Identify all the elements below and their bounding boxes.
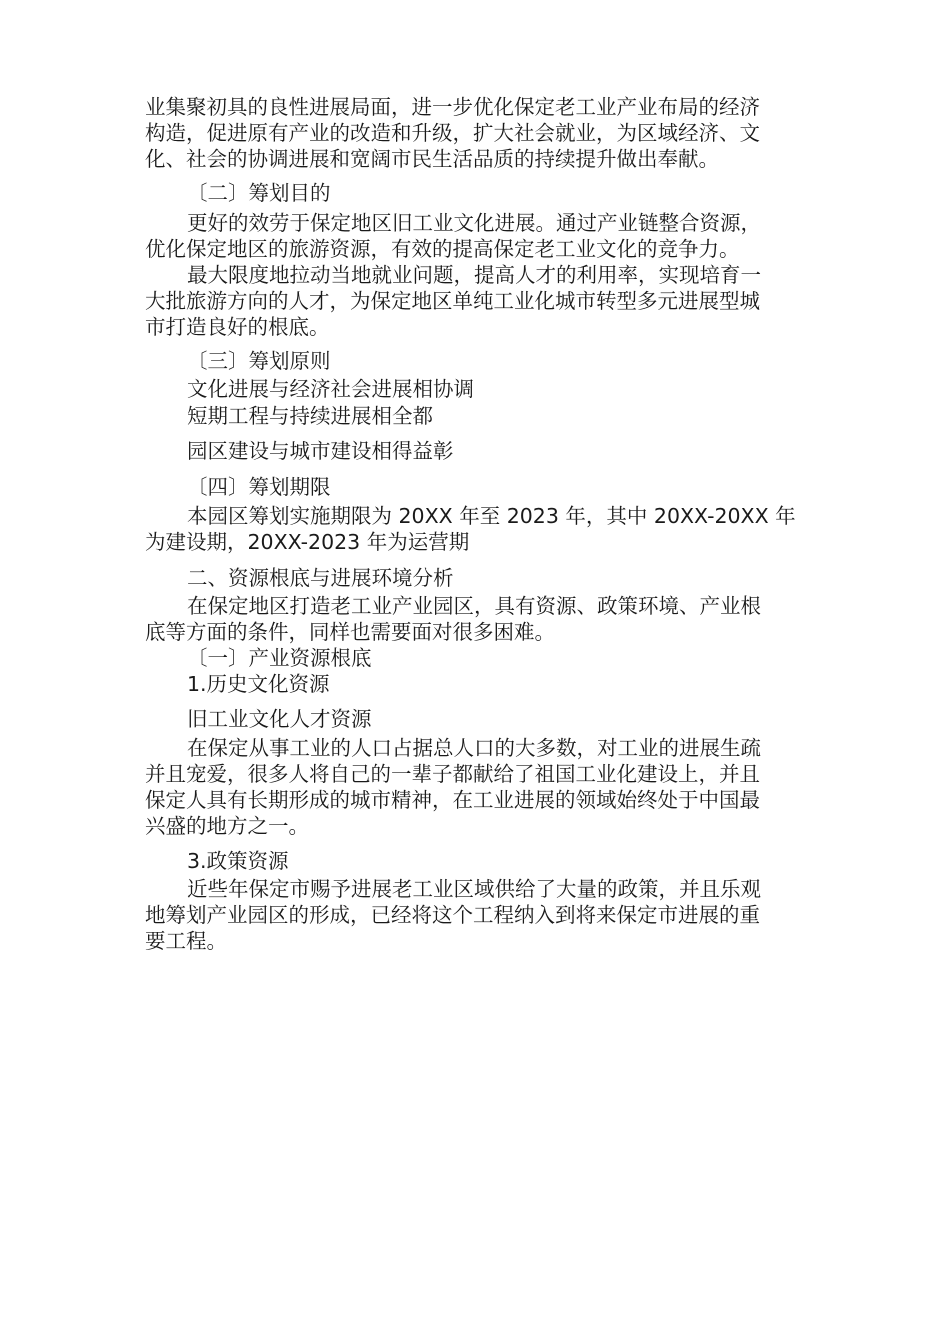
text-line: 市打造良好的根底。 [145, 315, 330, 339]
section-heading: 〔四〕筹划期限 [187, 475, 331, 499]
chapter-heading: 二、资源根底与进展环境分析 [187, 566, 454, 590]
principle-item: 短期工程与持续进展相全都 [187, 404, 433, 428]
text-line: 优化保定地区的旅游资源，有效的提高保定老工业文化的竞争力。 [145, 237, 740, 261]
text-line: 构造，促进原有产业的改造和升级，扩大社会就业，为区域经济、文 [145, 121, 760, 145]
text-line: 最大限度地拉动当地就业问题，提高人才的利用率，实现培育一 [187, 263, 761, 287]
text-line: 在保定从事工业的人口占据总人口的大多数，对工业的进展生疏 [187, 736, 761, 760]
text-line: 地筹划产业园区的形成，已经将这个工程纳入到将来保定市进展的重 [145, 903, 760, 927]
text-line: 大批旅游方向的人才，为保定地区单纯工业化城市转型多元进展型城 [145, 289, 760, 313]
subsection-heading: 旧工业文化人才资源 [187, 707, 372, 731]
text-line: 本园区筹划实施期限为 20XX 年至 2023 年，其中 20XX-20XX 年 [187, 504, 796, 528]
section-heading: 〔一〕产业资源根底 [187, 646, 372, 670]
text-line: 保定人具有长期形成的城市精神，在工业进展的领域始终处于中国最 [145, 788, 760, 812]
text-line: 为建设期，20XX-2023 年为运营期 [145, 530, 470, 554]
subsection-heading: 3.政策资源 [187, 849, 289, 873]
principle-item: 园区建设与城市建设相得益彰 [187, 439, 454, 463]
text-line: 兴盛的地方之一。 [145, 814, 309, 838]
text-line: 业集聚初具的良性进展局面，进一步优化保定老工业产业布局的经济 [145, 95, 760, 119]
section-heading: 〔三〕筹划原则 [187, 349, 331, 373]
text-line: 更好的效劳于保定地区旧工业文化进展。通过产业链整合资源， [187, 211, 761, 235]
text-line: 在保定地区打造老工业产业园区，具有资源、政策环境、产业根 [187, 594, 761, 618]
text-line: 近些年保定市赐予进展老工业区域供给了大量的政策，并且乐观 [187, 877, 761, 901]
text-line: 要工程。 [145, 929, 227, 953]
text-line: 底等方面的条件，同样也需要面对很多困难。 [145, 620, 555, 644]
text-line: 化、社会的协调进展和宽阔市民生活品质的持续提升做出奉献。 [145, 147, 719, 171]
section-heading: 〔二〕筹划目的 [187, 181, 331, 205]
text-line: 并且宠爱，很多人将自己的一辈子都献给了祖国工业化建设上，并且 [145, 762, 760, 786]
principle-item: 文化进展与经济社会进展相协调 [187, 377, 474, 401]
subsection-heading: 1.历史文化资源 [187, 672, 330, 696]
